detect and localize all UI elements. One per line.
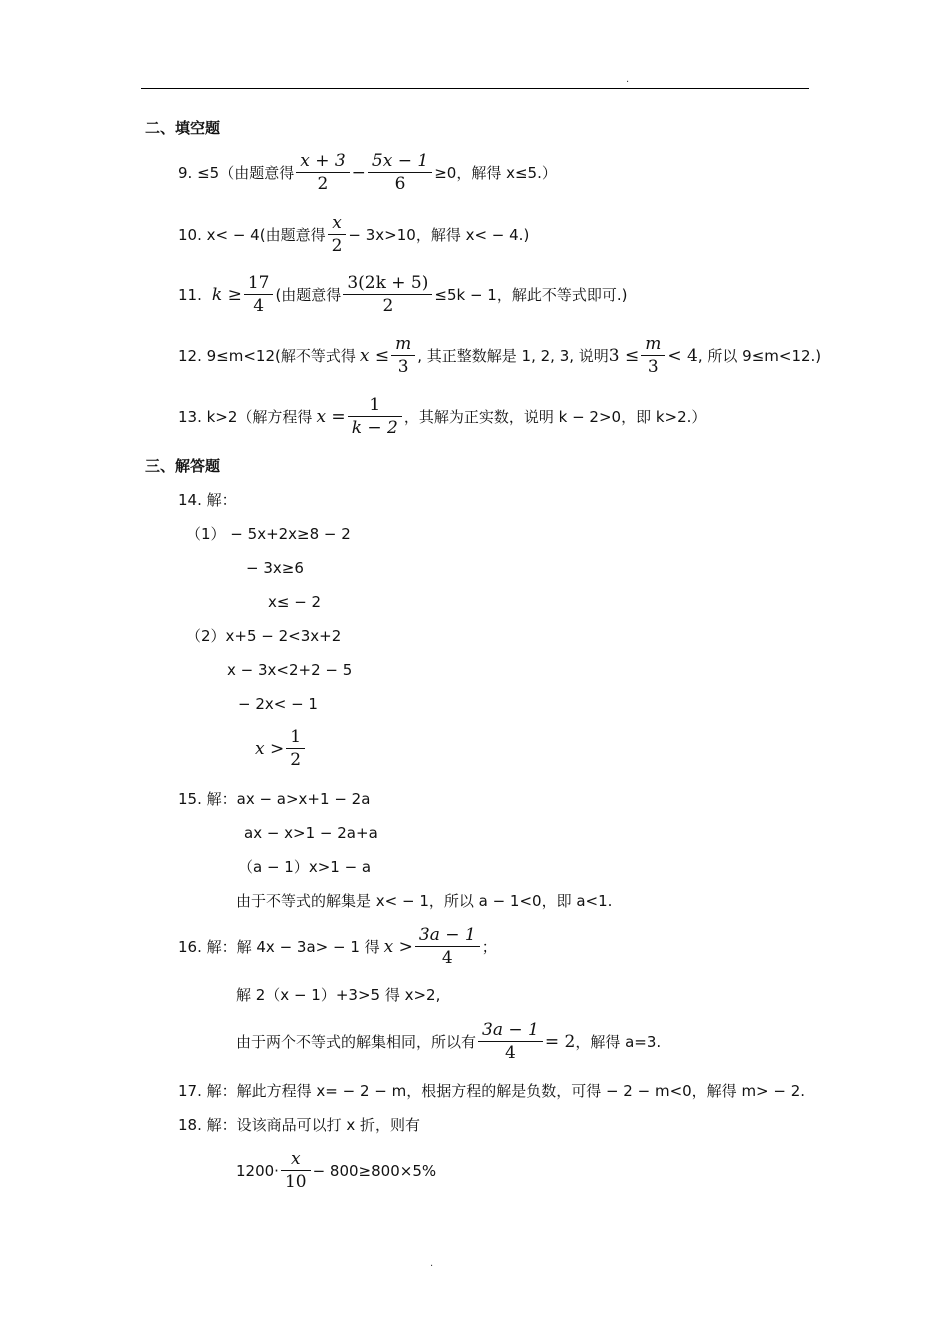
answer-14-result: x > $\frac{1}{2}$: [255, 726, 307, 771]
answer-18-line: 1200· $\frac{x}{10}$ − 800≥800×5%: [236, 1149, 437, 1192]
fraction: $\frac{17}{4}$: [244, 272, 274, 317]
answer-13: 13. k>2（解方程得 x = $\frac{1}{k - 2}$ ，其解为正实数，说明 k − 2>0，即 k>2.）: [178, 395, 707, 438]
fraction: $\frac{x}{2}$: [328, 212, 347, 257]
fraction: $\frac{x + 3}{2}$: [296, 150, 349, 195]
answer-14-line: − 2x< − 1: [238, 695, 318, 713]
fraction: $\frac{m}{3}$: [391, 333, 415, 378]
answer-16-head: 16. 解：解 4x − 3a> − 1 得 x > $\frac{3a - 1}{4}$ ；: [178, 925, 497, 968]
header-dot: .: [626, 74, 630, 85]
answer-14-line: x − 3x<2+2 − 5: [227, 661, 353, 679]
answer-18-head: 18. 解：设该商品可以打 x 折，则有: [178, 1116, 421, 1134]
answer-14-line: x≤ − 2: [268, 593, 322, 611]
footer-dot: .: [430, 1258, 434, 1269]
answer-14-line: （2）x+5 − 2<3x+2: [186, 627, 342, 645]
answer-12: 12. 9≤m<12(解不等式得 x ≤ $\frac{m}{3}$ , 其正整数解是 1, 2, 3, 说明 3 ≤ $\frac{m}{3}$ < 4 , 所以 9≤m<12.): [178, 334, 822, 377]
fraction: $\frac{3a - 1}{4}$: [415, 924, 480, 969]
header-rule: [141, 88, 809, 89]
answer-16-line: 解 2（x − 1）+3>5 得 x>2,: [236, 986, 441, 1004]
answer-14-line: − 3x≥6: [246, 559, 304, 577]
answer-9: 9. ≤5（由题意得 $\frac{x + 3}{2}$ − $\frac{5x - 1}{6}$ ≥0，解得 x≤5.）: [178, 151, 557, 194]
section-fill-in-title: 二、填空题: [145, 119, 221, 137]
answer-10: 10. x< − 4(由题意得 $\frac{x}{2}$ − 3x>10，解得 x< − 4.): [178, 213, 530, 256]
answer-15-line: ax − x>1 − 2a+a: [244, 824, 378, 842]
fraction: $\frac{3a - 1}{4}$: [478, 1019, 543, 1064]
fraction: $\frac{1}{2}$: [286, 726, 305, 771]
answer-15-head: 15. 解：ax − a>x+1 − 2a: [178, 790, 371, 808]
answer-14-line: （1） − 5x+2x≥8 − 2: [186, 525, 351, 543]
answer-15-line: 由于不等式的解集是 x< − 1，所以 a − 1<0，即 a<1.: [236, 892, 613, 910]
answer-15-line: （a − 1）x>1 − a: [238, 858, 372, 876]
fraction: $\frac{1}{k - 2}$: [348, 394, 402, 439]
answer-14-head: 14. 解：: [178, 491, 237, 509]
fraction: $\frac{m}{3}$: [641, 333, 665, 378]
section-solution-title: 三、解答题: [145, 457, 221, 475]
fraction: $\frac{x}{10}$: [281, 1148, 311, 1193]
answer-16-line: 由于两个不等式的解集相同，所以有 $\frac{3a - 1}{4}$ = 2 ，解得 a=3.: [236, 1020, 662, 1063]
fraction: $\frac{3(2k + 5)}{2}$: [343, 272, 432, 317]
answer-11: 11. k ≥ $\frac{17}{4}$ (由题意得 $\frac{3(2k + 5)}{2}$ ≤5k − 1，解此不等式即可.): [178, 273, 628, 316]
answer-17: 17. 解：解此方程得 x= − 2 − m，根据方程的解是负数，可得 − 2 − m<0，解得 m> − 2.: [178, 1082, 806, 1100]
fraction: $\frac{5x - 1}{6}$: [368, 150, 432, 195]
